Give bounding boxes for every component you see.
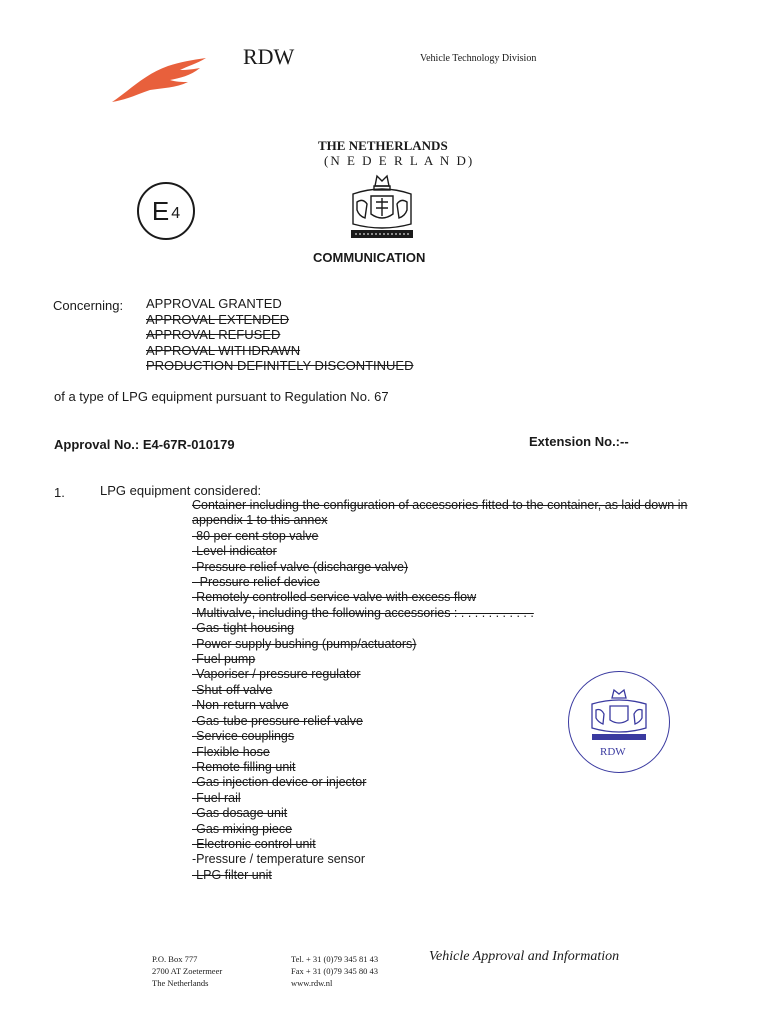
list-item: - Pressure relief device bbox=[192, 575, 320, 590]
regulation-line: of a type of LPG equipment pursuant to Regulation No. 67 bbox=[54, 389, 389, 404]
approval-number: Approval No.: E4-67R-010179 bbox=[54, 437, 235, 452]
list-item: -Gas injection device or injector bbox=[192, 775, 367, 790]
e4-approval-mark bbox=[137, 182, 195, 240]
list-item: -Fuel pump bbox=[192, 652, 256, 667]
approval-mark-number: 4 bbox=[171, 205, 181, 222]
concerning-label: Concerning: bbox=[53, 298, 124, 313]
org-name: RDW bbox=[243, 44, 295, 69]
list-item: -Gas-tube pressure relief valve bbox=[192, 713, 363, 728]
list-item: -Flexible hose bbox=[192, 744, 270, 759]
list-item: Container including the configuration of accessories fitted to the container, as laid down in appendix 1 to this annex bbox=[192, 498, 688, 528]
list-item: -80 per cent stop valve bbox=[192, 528, 319, 543]
footer-address bbox=[152, 953, 222, 989]
list-item: -Remotely controlled service valve with excess flow bbox=[192, 590, 477, 605]
footer-address-line: P.O. Box 777 bbox=[152, 954, 198, 964]
list-item: -Level indicator bbox=[192, 544, 277, 559]
approval-mark-letter: E bbox=[151, 195, 170, 226]
list-item: -Power supply bushing (pump/actuators) bbox=[192, 636, 417, 651]
concerning-options bbox=[146, 296, 413, 374]
extension-number: Extension No.:-- bbox=[529, 434, 629, 449]
list-item: -Remote filling unit bbox=[192, 759, 296, 774]
list-item: -Pressure / temperature sensor bbox=[192, 852, 365, 867]
list-item: -Pressure relief valve (discharge valve) bbox=[192, 559, 409, 574]
concerning-option-discontinued: PRODUCTION DEFINITELY DISCONTINUED bbox=[146, 358, 414, 373]
section-number: 1. bbox=[54, 485, 65, 500]
rdw-logo-icon bbox=[110, 52, 210, 104]
stamp-coat-of-arms-icon bbox=[584, 688, 654, 744]
list-item: -Shut-off valve bbox=[192, 682, 273, 697]
list-item: -Gas-tight housing bbox=[192, 621, 295, 636]
list-item: -Multivalve, including the following accessories : . . . . . . . . . . . bbox=[192, 605, 534, 620]
concerning-option-extended: APPROVAL EXTENDED bbox=[146, 311, 290, 327]
footer-address-line: 2700 AT Zoetermeer bbox=[152, 966, 223, 976]
list-item: -LPG filter unit bbox=[192, 867, 272, 882]
concerning-option-withdrawn: APPROVAL WITHDRAWN bbox=[146, 342, 301, 358]
list-item: -Electronic control unit bbox=[192, 836, 316, 851]
footer-department: Vehicle Approval and Information bbox=[429, 949, 620, 964]
concerning-option-refused: APPROVAL REFUSED bbox=[146, 327, 281, 342]
list-item: -Non-return valve bbox=[192, 698, 289, 713]
list-item: -Vaporiser / pressure regulator bbox=[192, 667, 361, 682]
list-item: -Gas dosage unit bbox=[192, 806, 288, 821]
coat-of-arms-icon bbox=[343, 172, 421, 242]
footer-contact bbox=[291, 953, 378, 989]
footer-website: www.rdw.nl bbox=[291, 978, 333, 988]
division-name: Vehicle Technology Division bbox=[420, 53, 537, 64]
stamp-label: RDW bbox=[600, 746, 626, 758]
document-title: COMMUNICATION bbox=[313, 250, 426, 265]
list-item: -Service couplings bbox=[192, 729, 295, 744]
footer-phone: Tel. + 31 (0)79 345 81 43 bbox=[291, 954, 379, 964]
footer-address-line: The Netherlands bbox=[152, 978, 209, 988]
country-title: THE NETHERLANDS bbox=[318, 138, 448, 153]
country-native: (N E D E R L A N D) bbox=[324, 153, 475, 168]
footer-fax: Fax + 31 (0)79 345 80 43 bbox=[291, 966, 378, 976]
list-item: -Gas mixing piece bbox=[192, 821, 293, 836]
list-item: -Fuel rail bbox=[192, 790, 241, 805]
concerning-option-granted: APPROVAL GRANTED bbox=[146, 296, 282, 311]
section-heading: LPG equipment considered: bbox=[100, 483, 262, 498]
